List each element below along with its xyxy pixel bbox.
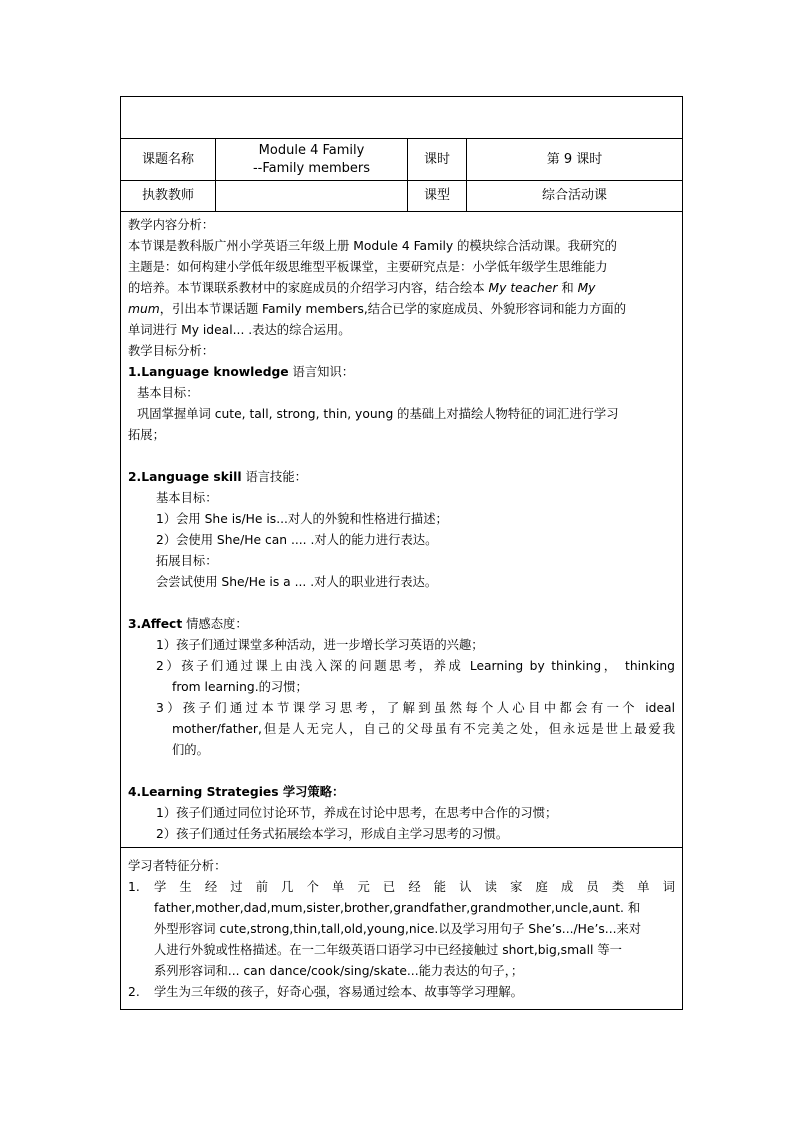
knowledge-title-cn: 语言知识： xyxy=(288,365,355,379)
learner-item-line: 学 生 经 过 前 几 个 单 元 已 经 能 认 读 家 庭 成 员 类 单 词 xyxy=(154,880,675,894)
learner-item-line: 系列形容词和... can dance/cook/sing/skate...能力表达的句子，； xyxy=(154,964,524,978)
topic-line-1: Module 4 Family xyxy=(258,142,365,158)
period-value: 第 9 课时 xyxy=(467,139,683,181)
knowledge-basic-line: 拓展； xyxy=(128,428,165,442)
skill-basic-label: 基本目标： xyxy=(156,491,218,505)
affect-item-3-cont: mother/father,但是人无完人，自己的父母虽有不完美之处，但永远是世上最爱我 xyxy=(172,722,675,736)
learner-row xyxy=(121,848,683,1010)
skill-title-en: 2.Language skill xyxy=(128,470,242,484)
skill-title-cn: 语言技能： xyxy=(241,470,307,484)
learner-item-line: father,mother,dad,mum,sister,brother,grandfather,grandmother,uncle,aunt. 和 xyxy=(154,901,641,915)
knowledge-basic-line: 巩固掌握单词 cute, tall, strong, thin, young 的基础上对描绘人物特征的词汇进行学习 xyxy=(137,407,619,421)
spacer xyxy=(128,761,675,782)
analysis-cell xyxy=(121,212,683,848)
learner-item-line: 人进行外貌或性格描述。在一二年级英语口语学习中已经接触过 short,big,small 等一 xyxy=(154,943,622,957)
lesson-plan-table xyxy=(120,96,683,1010)
spacer xyxy=(128,446,675,467)
strategies-title: 4.Learning Strategies 学习策略： xyxy=(128,785,345,799)
blank-header-cell xyxy=(121,97,683,139)
skill-item-1: 1）会用 She is/He is...对人的外貌和性格进行描述； xyxy=(156,512,448,526)
learner-item-number: 1. xyxy=(128,880,140,894)
topic-value xyxy=(216,139,408,181)
knowledge-basic-label: 基本目标： xyxy=(137,386,199,400)
type-label: 课型 xyxy=(408,181,467,212)
blank-header-row xyxy=(121,97,683,139)
content-analysis-line: mum，引出本节课话题 Family members,结合已学的家庭成员、外貌形容词和能力方面的 xyxy=(128,302,627,316)
teacher-value xyxy=(216,181,408,212)
topic-label: 课题名称 xyxy=(121,139,216,181)
affect-title-en: 3.Affect xyxy=(128,617,183,631)
analysis-row xyxy=(121,212,683,848)
affect-title-cn: 情感态度： xyxy=(182,617,248,631)
strategies-item-2: 2）孩子们通过任务式拓展绘本学习，形成自主学习思考的习惯。 xyxy=(156,827,509,841)
objectives-heading: 教学目标分析： xyxy=(128,344,215,358)
affect-item-3-cont: 们的。 xyxy=(172,743,209,757)
content-analysis-line: 主题是：如何构建小学低年级思维型平板课堂，主要研究点是：小学低年级学生思维能力 xyxy=(128,260,608,274)
content-analysis-line: 单词进行 My ideal... .表达的综合运用。 xyxy=(128,323,351,337)
content-analysis-line: 本节课是教科版广州小学英语三年级上册 Module 4 Family 的模块综合活动课。我研究的 xyxy=(128,239,617,253)
affect-item-2-cont: from learning.的习惯； xyxy=(172,680,308,694)
learner-item-2 xyxy=(128,982,675,1003)
affect-title xyxy=(128,614,675,635)
learner-item-number: 2. xyxy=(128,985,140,999)
period-label: 课时 xyxy=(408,139,467,181)
skill-extend-item: 会尝试使用 She/He is a ... .对人的职业进行表达。 xyxy=(156,575,438,589)
strategies-item-1: 1）孩子们通过同位讨论环节，养成在讨论中思考，在思考中合作的习惯； xyxy=(156,806,558,820)
affect-item-1: 1）孩子们通过课堂多种活动，进一步增长学习英语的兴趣； xyxy=(156,638,484,652)
knowledge-title-en: 1.Language knowledge xyxy=(128,365,289,379)
learner-item-line: 外型形容词 cute,strong,thin,tall,old,young,nice.以及学习用句子 She’s.../He’s...来对 xyxy=(154,922,642,936)
learner-item-1 xyxy=(128,877,675,898)
affect-item-2: 2）孩子们通过课上由浅入深的问题思考，养成 Learning by thinking， thinking xyxy=(156,659,675,673)
teacher-row xyxy=(121,181,683,212)
content-analysis-line: 的培养。本节课联系教材中的家庭成员的介绍学习内容，结合绘本 My teacher 和 My xyxy=(128,281,596,295)
type-value: 综合活动课 xyxy=(467,181,683,212)
topic-line-2: --Family members xyxy=(252,160,371,176)
knowledge-title xyxy=(128,362,675,383)
topic-row xyxy=(121,139,683,181)
learner-item-text: 学生为三年级的孩子，好奇心强，容易通过绘本、故事等学习理解。 xyxy=(154,985,523,999)
skill-item-2: 2）会使用 She/He can .... .对人的能力进行表达。 xyxy=(156,533,438,547)
spacer xyxy=(128,593,675,614)
learner-heading: 学习者特征分析： xyxy=(128,859,227,873)
content-analysis-heading: 教学内容分析： xyxy=(128,218,215,232)
skill-extend-label: 拓展目标： xyxy=(156,554,218,568)
affect-item-3: 3）孩子们通过本节课学习思考，了解到虽然每个人心目中都会有一个 ideal xyxy=(156,701,675,715)
teacher-label: 执教教师 xyxy=(121,181,216,212)
skill-title xyxy=(128,467,675,488)
learner-cell xyxy=(121,848,683,1010)
